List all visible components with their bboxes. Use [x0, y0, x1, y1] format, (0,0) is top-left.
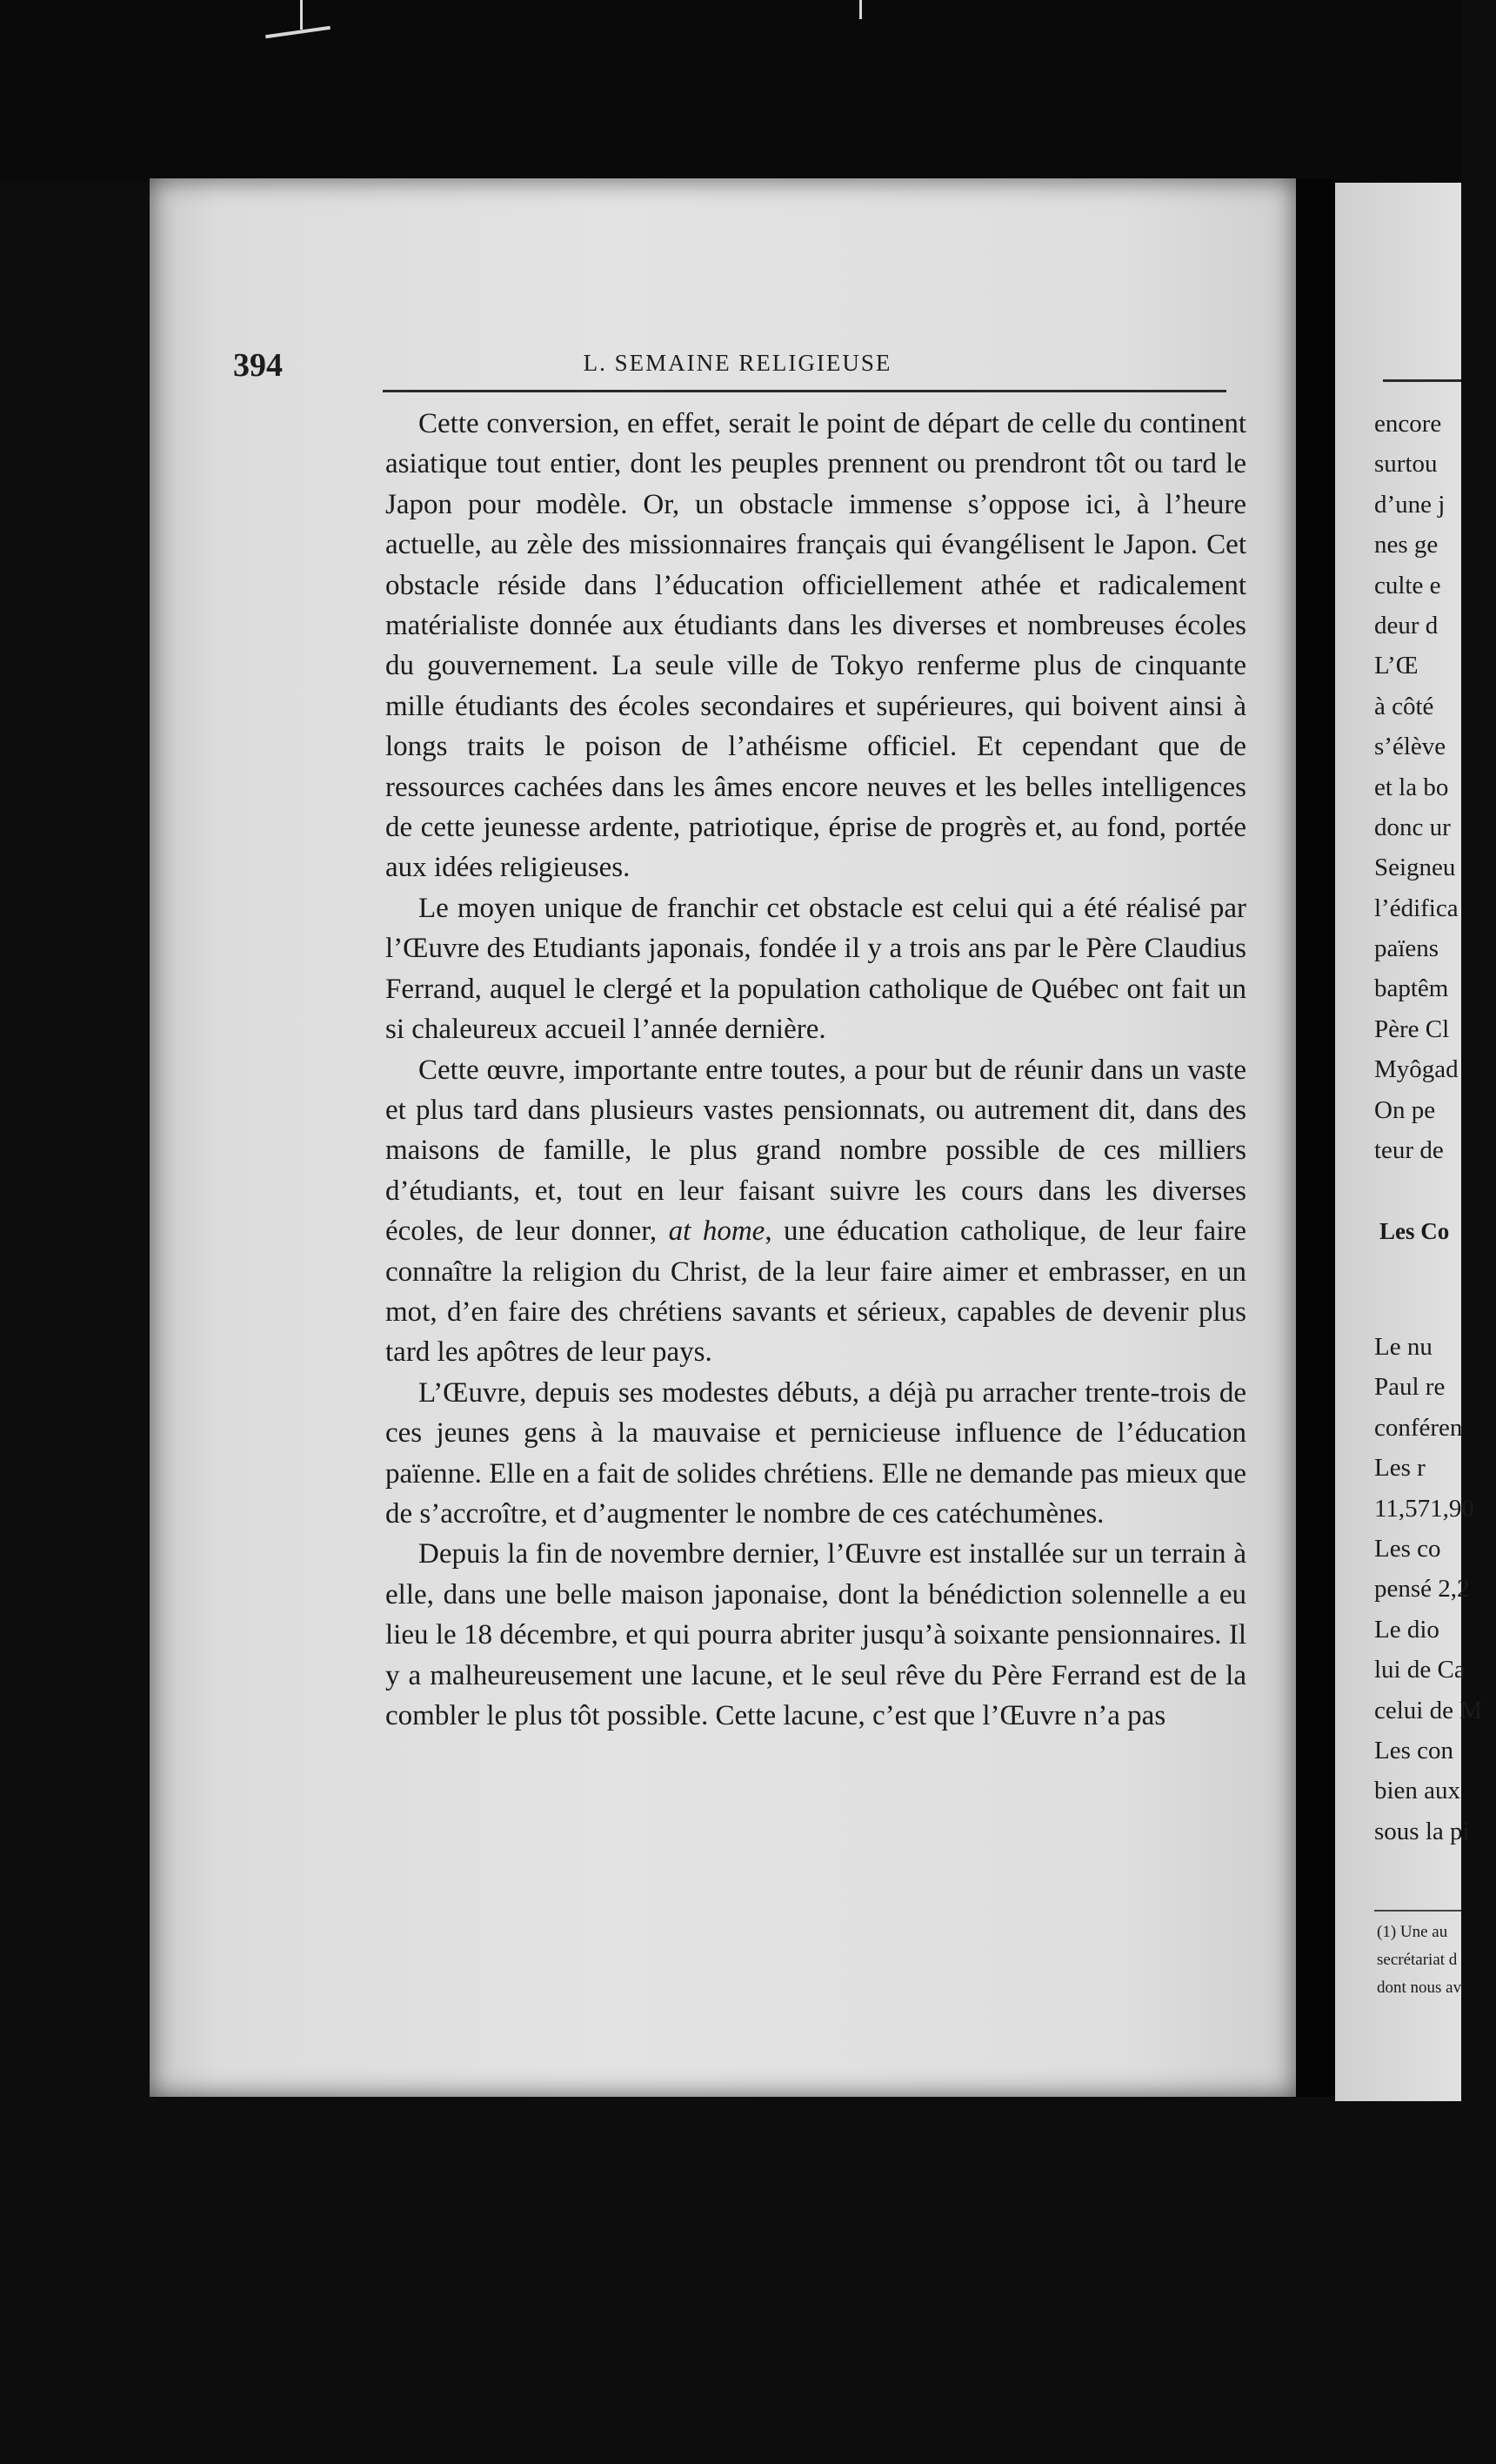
facing-page-footnote-rule	[1374, 1910, 1461, 1912]
book-gutter	[1296, 178, 1335, 2097]
facing-page-line: culte e	[1374, 571, 1441, 599]
facing-page-line: L’Œ	[1374, 652, 1419, 680]
facing-page-line: 11,571,90	[1374, 1494, 1474, 1523]
facing-page-heading: Les Co	[1379, 1218, 1450, 1244]
facing-page-line: sous la pi	[1374, 1817, 1470, 1845]
header-rule	[383, 390, 1226, 392]
article-body	[385, 404, 1246, 1736]
paragraph: Depuis la fin de novembre dernier, l’Œuvre est installée sur un terrain à elle, dans une belle maison japonaise, dont la bénédiction solennelle a eu lieu le 18 décembre, et qui pourra abriter jusqu’à soixante pensionnaires. Il y a malheureusement une lacune, et le seul rêve du Père Ferrand est de la combler le plus tôt possible. Cette lacune, c’est que l’Œuvre n’a pas	[385, 1538, 1246, 1731]
facing-page-line: bien aux	[1374, 1777, 1461, 1805]
facing-page-line: Le dio	[1374, 1615, 1439, 1644]
facing-page-line: baptêm	[1374, 974, 1449, 1003]
facing-page-line: celui de M	[1374, 1696, 1483, 1724]
facing-page-line: l’édifica	[1374, 894, 1459, 922]
facing-page-line: (1) Une au	[1377, 1923, 1448, 1941]
facing-page-line: Les r	[1374, 1454, 1426, 1483]
paragraph: Le moyen unique de franchir cet obstacle est celui qui a été réalisé par l’Œuvre des Etudiants japonais, fondée il y a trois ans par le Père Claudius Ferrand, auquel le clergé et la population catholique de Québec ont fait un si chaleureux accueil l’année dernière.	[385, 892, 1246, 1046]
scan-mark	[300, 0, 303, 30]
facing-page-line: donc ur	[1374, 813, 1451, 841]
paragraph-text: Cette œuvre, importante entre toutes, a pour but de réunir dans un vaste et plus tard dans plusieurs vastes pensionnats, ou autrement dit, dans des maisons de famille, le plus grand nombre possible de ces milliers d’étudiants, et, tout en leur faisant suivre les cours dans les diverses écoles, de leur donner,	[385, 1054, 1246, 1248]
paragraph: Cette conversion, en effet, serait le point de départ de celle du continent asiatique tout entier, dont les peuples prennent ou prendront tôt ou tard le Japon pour modèle. Or, un obstacle immense s’oppose ici, à l’heure actuelle, au zèle des missionnaires français qui évangélisent le Japon. Cet obstacle réside dans l’éducation officiellement athée et radicalement matérialiste donnée aux étudiants dans les diverses et nombreuses écoles du gouvernement. La seule ville de Tokyo renferme plus de cinquante mille étudiants des écoles secondaires et supérieures, qui boivent ainsi à longs traits le poison de l’athéisme officiel. Et cependant que de ressources cachées dans les âmes encore neuves et les belles intelligences de cette jeunesse ardente, patriotique, éprise de progrès et, au fond, portée aux idées religieuses.	[385, 408, 1246, 884]
facing-page-line: lui de Ca	[1374, 1656, 1466, 1684]
facing-page-line: surtou	[1374, 450, 1438, 479]
facing-page-line: teur de	[1374, 1136, 1444, 1165]
facing-page-line: dont nous av	[1377, 1979, 1462, 1997]
facing-page-text-top	[1374, 404, 1496, 1170]
scan-mark	[859, 0, 862, 19]
facing-page-footnote	[1377, 1918, 1481, 2002]
facing-page-rule	[1383, 379, 1461, 382]
facing-page-line: conféren	[1374, 1413, 1463, 1442]
facing-page-line: Les con	[1374, 1736, 1453, 1764]
facing-page-line: païens	[1374, 934, 1439, 963]
paragraph	[385, 1050, 1246, 1373]
facing-page-line: Paul re	[1374, 1373, 1446, 1402]
paragraph: L’Œuvre, depuis ses modestes débuts, a déjà pu arracher trente-trois de ces jeunes gens à la mauvaise et pernicieuse influence de l’éducation païenne. Elle en a fait de solides chrétiens. Elle ne demande pas mieux que de s’accroître, et d’augmenter le nombre de ces catéchumènes.	[385, 1376, 1246, 1530]
scan-background-top	[0, 0, 1461, 183]
paragraph-text: , une éducation catholique, de leur faire connaître la religion du Christ, de la leur faire aimer et embrasser, en un mot, d’en faire des chrétiens savants et sérieux, capables de devenir plus tard les apôtres de leur pays.	[385, 1215, 1246, 1369]
facing-page-line: Le nu	[1374, 1333, 1433, 1361]
facing-page-line: deur d	[1374, 611, 1439, 639]
facing-page-line: Seigneu	[1374, 854, 1456, 882]
facing-page-text-bottom	[1374, 1327, 1496, 1851]
facing-page-line: à côté	[1374, 692, 1434, 720]
facing-page-line: et la bo	[1374, 773, 1449, 801]
facing-page-line: s’élève	[1374, 733, 1446, 761]
facing-page-line: Père Cl	[1374, 1014, 1450, 1043]
facing-page-line: d’une j	[1374, 490, 1446, 519]
facing-page-line: On pe	[1374, 1095, 1436, 1124]
facing-page-line: Les co	[1374, 1534, 1441, 1563]
page-number: 394	[233, 347, 283, 384]
running-head: L. SEMAINE RELIGIEUSE	[583, 350, 892, 376]
facing-page-line: secrétariat d	[1377, 1951, 1458, 1969]
facing-page-line: Myôgad	[1374, 1055, 1459, 1084]
page-header	[233, 346, 1225, 384]
facing-page-line: encore	[1374, 410, 1442, 438]
facing-page-line: pensé 2,2	[1374, 1575, 1470, 1604]
italic-phrase: at home	[668, 1215, 765, 1248]
facing-page-line: nes ge	[1374, 531, 1439, 559]
